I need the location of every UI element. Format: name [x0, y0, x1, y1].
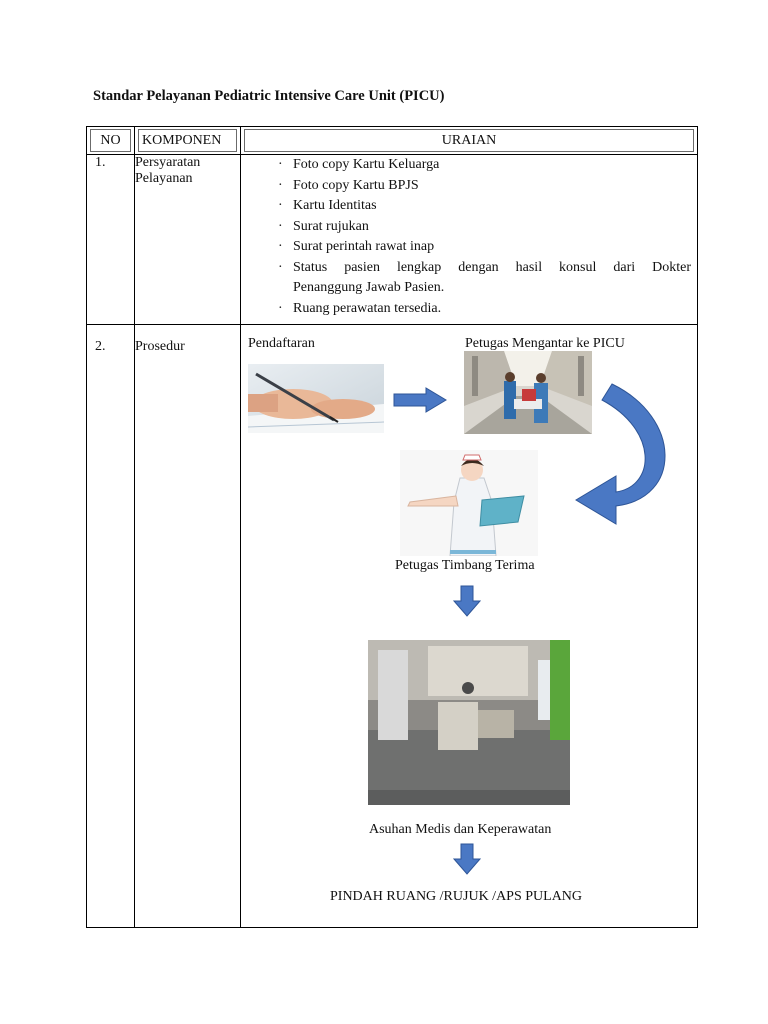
list-item: · Status pasien lengkap dengan hasil konsul dari Dokter	[278, 259, 691, 275]
header-no: NO	[87, 127, 135, 155]
flow-step-handover-label: Petugas Timbang Terima	[395, 558, 535, 573]
icu-ward-image	[368, 640, 570, 805]
flow-step-care-label: Asuhan Medis dan Keperawatan	[369, 822, 552, 837]
list-item: · Surat perintah rawat inap	[278, 239, 435, 254]
row-component: Prosedur	[135, 325, 241, 928]
flow-arrow-down	[453, 585, 481, 617]
document-title: Standar Pelayanan Pediatric Intensive Care Unit (PICU)	[93, 88, 445, 104]
registration-writing-image	[248, 364, 384, 433]
table-row	[87, 155, 698, 325]
row-component: Persyaratan Pelayanan	[135, 155, 241, 325]
list-item: · Foto copy Kartu Keluarga	[278, 157, 440, 172]
header-komponen: KOMPONEN	[135, 127, 241, 155]
header-uraian: URAIAN	[241, 127, 698, 155]
table-header-row	[87, 127, 698, 155]
list-item: · Foto copy Kartu BPJS	[278, 177, 419, 193]
flow-arrow-right	[392, 386, 448, 414]
list-item-continuation: Penanggung Jawab Pasien.	[293, 280, 445, 295]
requirements-cell	[241, 155, 698, 325]
flow-arrow-down	[453, 843, 481, 875]
flow-curved-arrow	[572, 378, 676, 528]
list-item: · Ruang perawatan tersedia.	[278, 300, 442, 316]
handover-nurse-image	[400, 450, 538, 556]
list-item: · Kartu Identitas	[278, 198, 377, 213]
flow-step-outcome-label: PINDAH RUANG /RUJUK /APS PULANG	[330, 889, 583, 904]
flow-step-registration-label: Pendaftaran	[248, 336, 315, 351]
flow-step-escort-label: Petugas Mengantar ke PICU	[465, 336, 625, 351]
list-item: · Surat rujukan	[278, 218, 369, 234]
requirements-list	[241, 155, 697, 319]
row-number: 2.	[87, 325, 135, 928]
row-number: 1.	[87, 155, 135, 325]
